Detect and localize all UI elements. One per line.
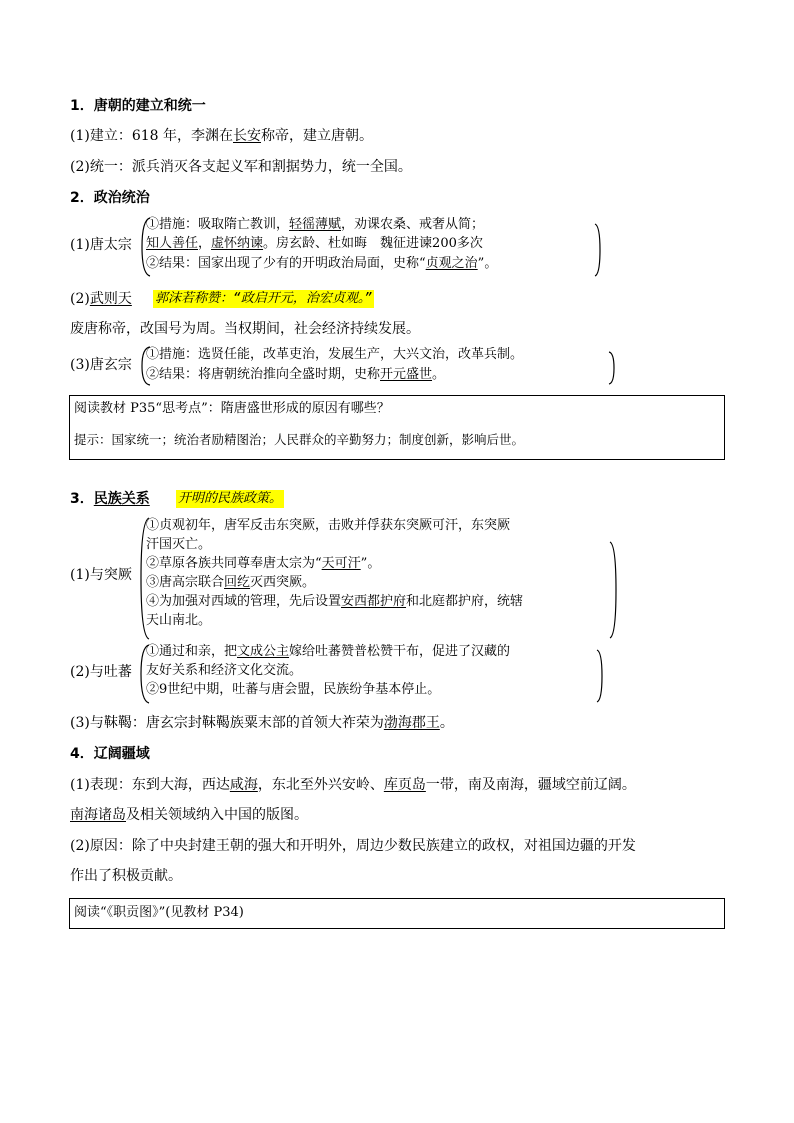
tujue-line-5 bbox=[146, 594, 523, 610]
tujue-title-key: 天可汗 bbox=[321, 556, 361, 571]
section-3-name: 民族关系 bbox=[93, 491, 150, 507]
taizong-key-2: 虚怀纳谏 bbox=[211, 236, 264, 251]
establish-place: 长安 bbox=[233, 128, 262, 144]
establish-text: (1)建立：618 年，李渊在 bbox=[70, 128, 234, 144]
xuanzong-result-end: 。 bbox=[432, 367, 446, 382]
wuzetian-name: 武则天 bbox=[89, 291, 132, 307]
establish-line bbox=[70, 128, 373, 145]
tujue-gaozong-end: 灭西突厥。 bbox=[250, 575, 316, 590]
territory-nanhai: 南海诸岛 bbox=[70, 807, 126, 823]
wuzetian-label bbox=[70, 291, 132, 308]
section-3-num: 3． bbox=[70, 491, 94, 507]
taizong-key-1: 知人善任 bbox=[146, 236, 199, 251]
taizong-label: (1)唐太宗 bbox=[70, 237, 132, 253]
tubo-line-3: ②9世纪中期，吐蕃与唐会盟，民族纷争基本停止。 bbox=[146, 682, 441, 697]
tujue-title-text: ②草原各族共同尊奉唐太宗为“ bbox=[146, 556, 322, 571]
mohe-key: 渤海郡王 bbox=[383, 715, 440, 731]
wuzetian-desc: 废唐称帝，改国号为周。当权期间，社会经济持续发展。 bbox=[70, 321, 420, 337]
tubo-line-1 bbox=[146, 644, 510, 660]
mohe-text: (3)与靺鞨：唐玄宗封靺鞨族粟末部的首领大祚荣为 bbox=[70, 715, 384, 731]
tubo-heqin-text: ①通过和亲，把 bbox=[146, 644, 238, 659]
territory-text-a: (1)表现：东到大海，西达 bbox=[70, 777, 230, 793]
tujue-label: (1)与突厥 bbox=[70, 567, 132, 583]
tujue-title-end: ”。 bbox=[360, 556, 381, 571]
territory-kuyedao: 库页岛 bbox=[383, 777, 426, 793]
reading-hint: 提示：国家统一；统治者励精图治；人民群众的辛勤努力；制度创新，影响后世。 bbox=[74, 432, 525, 447]
xuanzong-right-brace bbox=[608, 350, 616, 386]
territory-line-1 bbox=[70, 777, 636, 794]
territory-xianhai: 咸海 bbox=[229, 777, 258, 793]
wuzetian-num: (2) bbox=[70, 291, 90, 307]
taizong-right-brace bbox=[594, 222, 602, 278]
tubo-line-2: 友好关系和经济文化交流。 bbox=[146, 663, 303, 678]
taizong-measure-text: ①措施：吸取隋亡教训， bbox=[146, 217, 290, 232]
tujue-huihe: 回纥 bbox=[224, 575, 251, 590]
taizong-line-1 bbox=[146, 217, 484, 233]
section-2-title: 2．政治统治 bbox=[70, 190, 150, 206]
xuanzong-line-1: ①措施：选贤任能，改革吏治，发展生产，大兴文治，改革兵制。 bbox=[146, 347, 524, 362]
territory-text-d: 及相关领域纳入中国的版图。 bbox=[126, 807, 308, 823]
xuanzong-line-2 bbox=[146, 367, 445, 383]
wuzetian-highlight: 郭沫若称赞：“政启开元，治宏贞观。” bbox=[155, 291, 373, 306]
tujue-line-3 bbox=[146, 556, 380, 572]
tujue-anxi: 安西都护府 bbox=[341, 594, 407, 609]
reading-zhigongtu: 阅读“《职贡图》”(见教材 P34) bbox=[74, 905, 244, 920]
establish-text-end: 称帝，建立唐朝。 bbox=[261, 128, 374, 144]
tujue-line-4 bbox=[146, 575, 315, 591]
territory-reason-1: (2)原因：除了中央封建王朝的强大和开明外，周边少数民族建立的政权，对祖国边疆的开发 bbox=[70, 838, 636, 854]
reading-box-1 bbox=[69, 395, 725, 460]
reading-question: 阅读教材 P35“思考点”：隋唐盛世形成的原因有哪些？ bbox=[74, 401, 390, 416]
tujue-line-2: 汗国灭亡。 bbox=[146, 537, 212, 552]
section-1-title: 1．唐朝的建立和统一 bbox=[70, 98, 206, 114]
tujue-xiyu-end: 和北庭都护府，统辖 bbox=[406, 594, 524, 609]
taizong-line-3 bbox=[146, 256, 497, 272]
tubo-label: (2)与吐蕃 bbox=[70, 664, 132, 680]
xuanzong-result-key: 开元盛世 bbox=[380, 367, 433, 382]
taizong-ministers: 。房玄龄、杜如晦 魏征进谏200多次 bbox=[263, 236, 483, 251]
tujue-xiyu-text: ④为加强对西域的管理，先后设置 bbox=[146, 594, 342, 609]
mohe-line bbox=[70, 715, 454, 732]
tujue-gaozong-text: ③唐高宗联合 bbox=[146, 575, 225, 590]
xuanzong-label: (3)唐玄宗 bbox=[70, 357, 132, 373]
territory-text-c: 一带，南及南海，疆域空前辽阔。 bbox=[425, 777, 636, 793]
reading-box-2 bbox=[69, 898, 725, 929]
unify-line: (2)统一：派兵消灭各支起义军和割据势力，统一全国。 bbox=[70, 159, 412, 175]
taizong-line-2 bbox=[146, 236, 483, 252]
taizong-measure-key: 轻徭薄赋 bbox=[289, 217, 342, 232]
section-4-title: 4．辽阔疆域 bbox=[70, 746, 150, 762]
taizong-sep: ， bbox=[198, 236, 212, 251]
taizong-result-key: 贞观之治 bbox=[425, 256, 478, 271]
territory-reason-2: 作出了积极贡献。 bbox=[70, 868, 182, 884]
mohe-end: 。 bbox=[439, 715, 454, 731]
tujue-line-6: 天山南北。 bbox=[146, 613, 212, 628]
tubo-wencheng: 文成公主 bbox=[237, 644, 290, 659]
section-3-highlight: 开明的民族政策。 bbox=[178, 491, 283, 506]
taizong-result-text: ②结果：国家出现了少有的开明政治局面，史称“ bbox=[146, 256, 426, 271]
tujue-right-brace bbox=[609, 540, 618, 640]
tubo-heqin-end: 嫁给吐蕃赞普松赞干布，促进了汉藏的 bbox=[289, 644, 511, 659]
section-3-title bbox=[70, 491, 150, 508]
territory-line-2 bbox=[70, 807, 308, 824]
tujue-line-1: ①贞观初年，唐军反击东突厥，击败并俘获东突厥可汗，东突厥 bbox=[146, 518, 511, 533]
taizong-result-end: ”。 bbox=[477, 256, 498, 271]
territory-text-b: ，东北至外兴安岭、 bbox=[257, 777, 384, 793]
taizong-measure-text-end: ，劝课农桑、戒奢从简； bbox=[341, 217, 485, 232]
xuanzong-result-text: ②结果：将唐朝统治推向全盛时期，史称 bbox=[146, 367, 381, 382]
tubo-right-brace bbox=[596, 648, 604, 704]
